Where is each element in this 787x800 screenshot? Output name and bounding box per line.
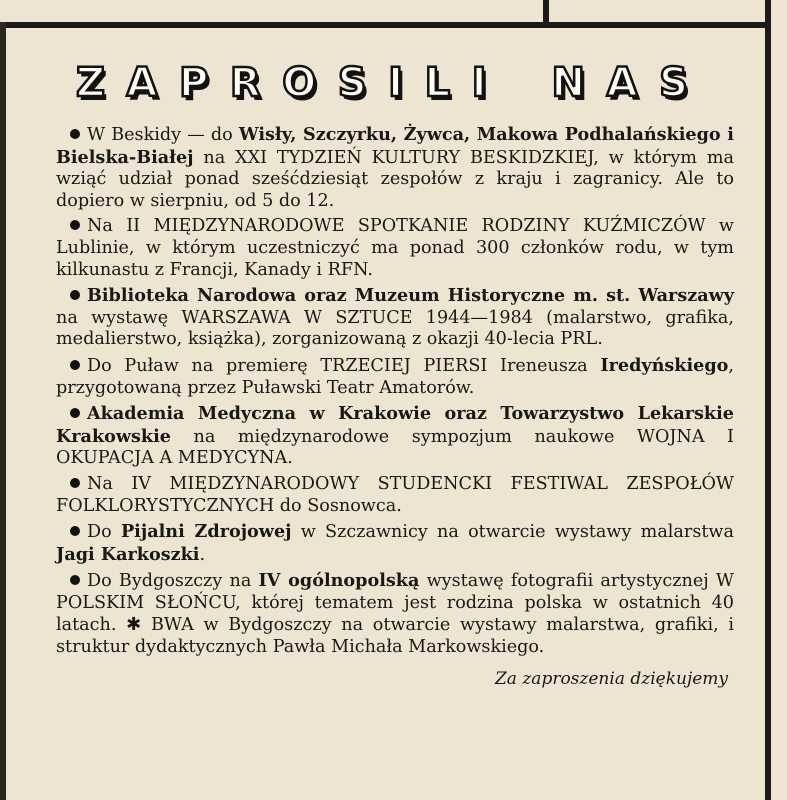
entry-text: na międzynarodowe sympozjum naukowe WOJNA I OKUPACJA A MEDYCYNA.	[56, 426, 734, 469]
bullet-icon	[70, 220, 80, 230]
entry-text: Na IV MIĘDZYNARODOWY STUDENCKI FESTIWAL ZESPOŁÓW FOLKLORYSTYCZNYCH do Sosnowca.	[56, 473, 734, 516]
asterisk-icon: ✱	[126, 614, 142, 636]
closing-line: Za zaproszenia dziękujemy	[495, 668, 728, 689]
heading-letter: Z	[76, 60, 106, 106]
entry-text: BWA w Bydgoszczy na otwarcie wystawy malarstwa, grafiki, i struktur dydaktycznych Pawła Michała Markowskiego.	[56, 615, 735, 658]
bullet-icon	[70, 575, 80, 585]
entry-bold-text: Wisły, Szczyrku, Żywca, Makowa Podhalańskiego i Bielska-Białej	[56, 124, 734, 168]
entry-bold-text: Akademia Medyczna w Krakowie oraz Towarzystwo Lekarskie Krakowskie	[56, 403, 734, 447]
invitation-entry	[56, 355, 734, 399]
entry-text: w Szczawnicy na otwarcie wystawy malarstwa	[291, 522, 734, 543]
top-border-rule	[0, 22, 765, 28]
invitation-entry	[56, 124, 734, 212]
heading-letter: O	[282, 60, 317, 106]
entry-bold-text: Pijalni Zdrojowej	[120, 521, 292, 543]
heading-letter: L	[424, 60, 451, 106]
bullet-icon	[70, 360, 80, 370]
invitation-entry	[56, 570, 734, 658]
heading-letter: A	[126, 60, 158, 106]
bullet-icon	[70, 478, 80, 488]
invitation-list	[56, 124, 734, 659]
heading-letter: P	[179, 60, 209, 106]
bullet-icon	[70, 526, 80, 536]
heading-letter: N	[551, 60, 586, 106]
article-heading	[76, 52, 688, 114]
entry-text: na wystawę WARSZAWA W SZTUCE 1944—1984 (malarstwo, grafika, medalierstwo, książka), zorganizowaną z okazji 40-lecia PRL.	[56, 307, 734, 350]
heading-letter: I	[471, 60, 487, 106]
right-margin	[771, 0, 787, 800]
entry-bold-text: Biblioteka Narodowa oraz Muzeum Historyczne m. st. Warszawy	[87, 285, 734, 307]
heading-letter: S	[659, 60, 688, 106]
top-column-divider	[543, 0, 549, 22]
article	[56, 52, 734, 689]
entry-bold-text: Iredyńskiego	[600, 354, 729, 376]
heading-letter: S	[337, 60, 367, 106]
entry-bold-text: Jagi Karkoszki	[56, 543, 200, 565]
entry-text: wystawę fotografii artystycznej W POLSKIM SŁOŃCU, której tematem jest rodzina polska w ostatnich 40 latach.	[56, 571, 734, 636]
heading-letter: A	[606, 60, 638, 106]
heading-letter: R	[229, 60, 261, 106]
entry-text: na XXI TYDZIEŃ KULTURY BESKIDZKIEJ, w którym ma wziąć udział ponad sześćdziesiąt zespołów z kraju i zagranicy. Ale to dopiero w sierpniu, od 5 do 12.	[56, 147, 734, 211]
bullet-icon	[70, 129, 80, 139]
heading-letter: I	[388, 60, 404, 106]
entry-text: W Beskidy — do	[87, 125, 239, 145]
entry-text: , przygotowaną przez Puławski Teatr Amatorów.	[56, 355, 734, 398]
invitation-entry	[56, 521, 734, 566]
invitation-entry	[56, 285, 734, 351]
invitation-entry	[56, 474, 734, 517]
bullet-icon	[70, 408, 80, 418]
entry-bold-text: IV ogólnopolską	[258, 570, 420, 592]
entry-text: .	[199, 544, 206, 565]
bullet-icon	[70, 290, 80, 300]
entry-text: Na II MIĘDZYNARODOWE SPOTKANIE RODZINY KUŹMICZÓW w Lublinie, w którym uczestniczyć ma ponad 300 członków rodu, w tym kilkunastu z Francji, Kanady i RFN.	[56, 216, 734, 280]
entry-text: Do Puław na premierę TRZECIEJ PIERSI Ireneusza	[87, 355, 601, 376]
entry-text: Do	[87, 522, 121, 543]
invitation-entry	[56, 216, 734, 281]
left-border-rule	[0, 22, 6, 800]
invitation-entry	[56, 403, 734, 470]
entry-text: Do Bydgoszczy na	[87, 571, 259, 592]
